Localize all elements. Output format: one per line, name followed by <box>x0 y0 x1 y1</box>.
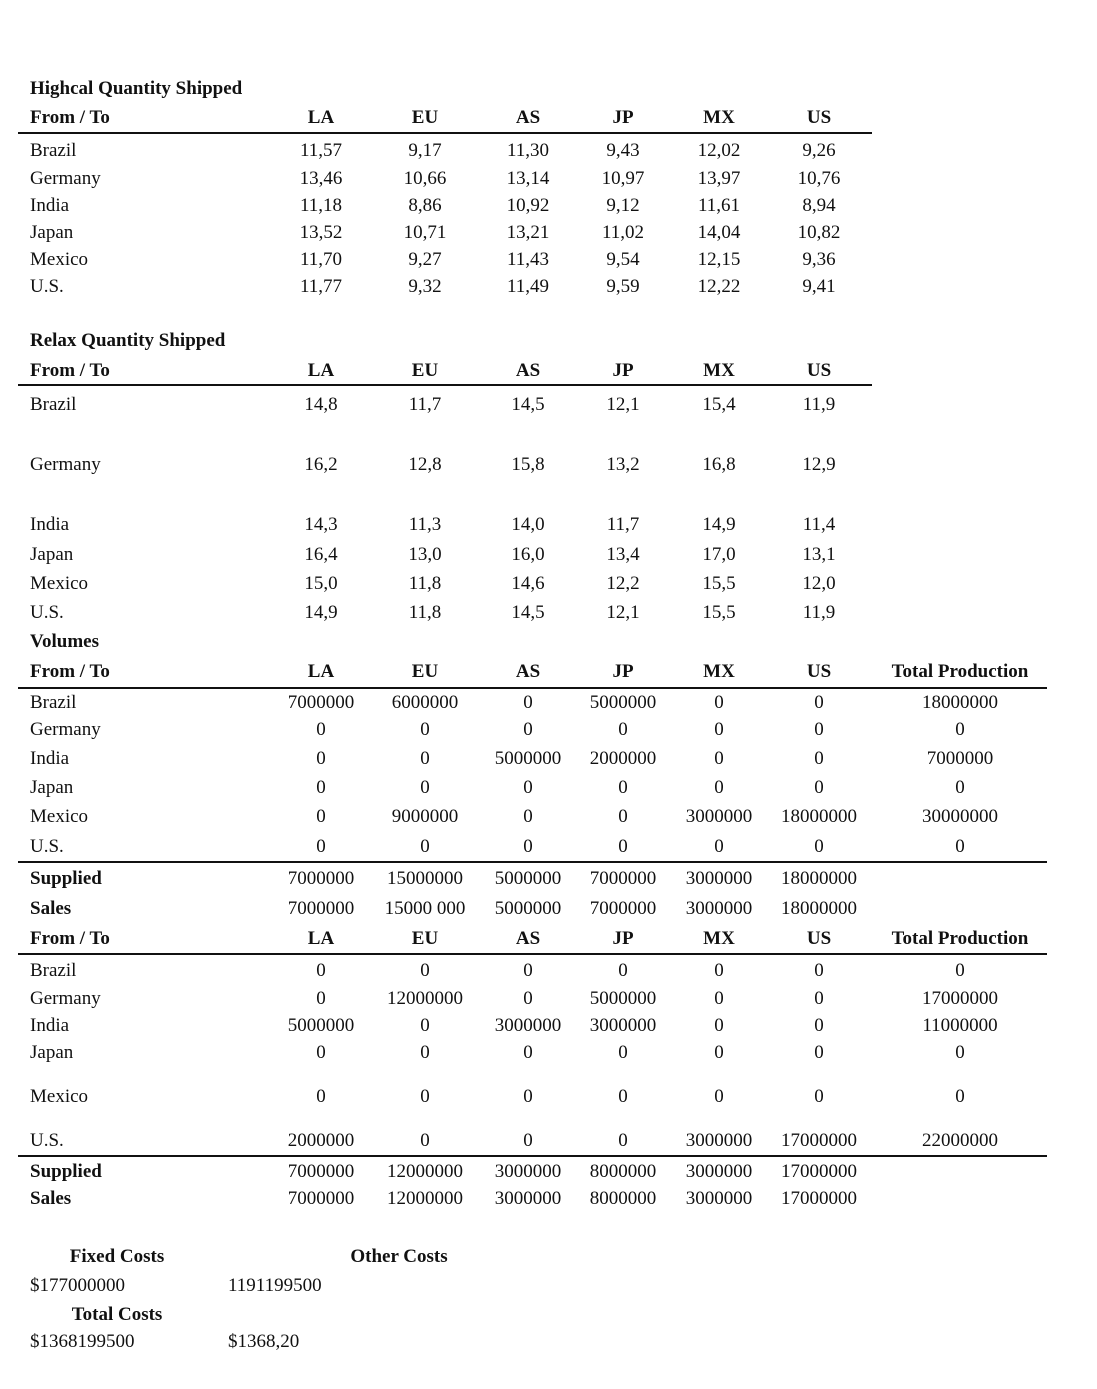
row-label: U.S. <box>30 276 64 297</box>
totals-cell: 15000000 <box>387 868 463 889</box>
table-cell: 17000000 <box>781 1130 857 1151</box>
table-cell: 15,5 <box>702 573 736 594</box>
table-cell: 11,8 <box>408 602 442 623</box>
fixed-costs-value: $177000000 <box>30 1275 125 1296</box>
table-cell: 0 <box>714 988 724 1009</box>
column-header-jp: JP <box>612 360 634 381</box>
totals-cell: 18000000 <box>781 898 857 919</box>
table-cell: 15,5 <box>702 602 736 623</box>
table-cell: 0 <box>420 719 430 740</box>
column-header-us: US <box>806 360 832 381</box>
table-cell: 0 <box>420 836 430 857</box>
table-cell: 14,6 <box>511 573 545 594</box>
table-cell: 13,0 <box>408 544 442 565</box>
table-cell: 0 <box>814 692 824 713</box>
column-header-as: AS <box>515 661 541 682</box>
table-cell: 5000000 <box>589 988 657 1009</box>
row-label: Japan <box>30 777 74 798</box>
totals-cell: 7000000 <box>287 1161 355 1182</box>
table-cell: 0 <box>316 777 326 798</box>
column-header-us: US <box>806 928 832 949</box>
row-label: India <box>30 195 70 216</box>
table-cell: 12,1 <box>606 394 640 415</box>
table-cell: 0 <box>714 1015 724 1036</box>
table-cell: 0 <box>316 748 326 769</box>
table-cell: 0 <box>420 1015 430 1036</box>
row-label: India <box>30 748 70 769</box>
row-label: India <box>30 1015 70 1036</box>
table-cell: 11,18 <box>299 195 343 216</box>
column-header-mx: MX <box>703 928 735 949</box>
table-cell: 9,27 <box>408 249 442 270</box>
totals-row-label: Sales <box>30 898 72 919</box>
volumes-header-rule <box>18 687 1047 689</box>
volumes-title: Volumes <box>30 631 99 652</box>
total-production-cell: 7000000 <box>926 748 994 769</box>
table-cell: 0 <box>420 1086 430 1107</box>
table-cell: 16,2 <box>304 454 338 475</box>
column-header-as: AS <box>515 360 541 381</box>
table-cell: 0 <box>420 1042 430 1063</box>
totals-cell: 5000000 <box>494 868 562 889</box>
table-cell: 11,43 <box>506 249 550 270</box>
from-to-header: From / To <box>30 107 110 128</box>
table-cell: 10,76 <box>797 168 841 189</box>
table-cell: 0 <box>814 1042 824 1063</box>
totals-cell: 7000000 <box>287 868 355 889</box>
table-cell: 17,0 <box>702 544 736 565</box>
column-header-mx: MX <box>703 661 735 682</box>
row-label: Mexico <box>30 1086 89 1107</box>
table-cell: 0 <box>523 719 533 740</box>
totals-cell: 7000000 <box>287 898 355 919</box>
table-cell: 2000000 <box>589 748 657 769</box>
column-header-eu: EU <box>411 661 439 682</box>
table-cell: 11,9 <box>802 602 836 623</box>
other-costs-value: 1191199500 <box>228 1275 322 1296</box>
table-cell: 12,02 <box>697 140 741 161</box>
table-cell: 12,2 <box>606 573 640 594</box>
table-cell: 11,7 <box>408 394 442 415</box>
totals-cell: 15000 000 <box>384 898 466 919</box>
totals-cell: 3000000 <box>685 1188 753 1209</box>
table-cell: 9,12 <box>606 195 640 216</box>
table-cell: 0 <box>316 719 326 740</box>
table-cell: 11,61 <box>697 195 741 216</box>
column-header-eu: EU <box>411 107 439 128</box>
table-cell: 12,1 <box>606 602 640 623</box>
table-cell: 0 <box>618 836 628 857</box>
row-label: India <box>30 514 70 535</box>
table-cell: 0 <box>316 960 326 981</box>
totals-row-label: Supplied <box>30 868 102 889</box>
table-cell: 8,94 <box>802 195 836 216</box>
relax-title: Relax Quantity Shipped <box>30 330 226 351</box>
table-cell: 11,30 <box>506 140 550 161</box>
column-header-la: LA <box>307 360 335 381</box>
table-cell: 0 <box>714 777 724 798</box>
table-cell: 12,15 <box>697 249 741 270</box>
total-production-cell: 0 <box>955 836 965 857</box>
table-cell: 13,1 <box>802 544 836 565</box>
table-cell: 0 <box>316 1042 326 1063</box>
column-header-eu: EU <box>411 360 439 381</box>
total-production-header: Total Production <box>891 661 1029 682</box>
table-cell: 0 <box>714 1086 724 1107</box>
totals-cell: 8000000 <box>589 1188 657 1209</box>
highcal-header-rule <box>18 132 872 134</box>
fixed-costs-label: Fixed Costs <box>69 1246 165 1267</box>
table-cell: 10,82 <box>797 222 841 243</box>
totals-cell: 3000000 <box>685 868 753 889</box>
table-cell: 15,0 <box>304 573 338 594</box>
totals-row-label: Supplied <box>30 1161 102 1182</box>
column-header-as: AS <box>515 107 541 128</box>
table-cell: 11,77 <box>299 276 343 297</box>
table-cell: 0 <box>814 836 824 857</box>
per-unit-cost-value: $1368,20 <box>228 1331 300 1352</box>
total-production-cell: 30000000 <box>922 806 998 827</box>
table-cell: 13,97 <box>697 168 741 189</box>
table-cell: 0 <box>316 988 326 1009</box>
table-cell: 0 <box>523 836 533 857</box>
total-production-cell: 18000000 <box>922 692 998 713</box>
table-cell: 0 <box>420 777 430 798</box>
row-label: Mexico <box>30 249 89 270</box>
table-cell: 0 <box>618 1086 628 1107</box>
column-header-jp: JP <box>612 107 634 128</box>
totals-cell: 7000000 <box>589 868 657 889</box>
row-label: Brazil <box>30 960 77 981</box>
totals-cell: 3000000 <box>494 1188 562 1209</box>
table-cell: 13,52 <box>299 222 343 243</box>
table-cell: 2000000 <box>287 1130 355 1151</box>
table-cell: 15,4 <box>702 394 736 415</box>
table-cell: 0 <box>523 692 533 713</box>
table-cell: 12,22 <box>697 276 741 297</box>
totals-cell: 3000000 <box>685 898 753 919</box>
table-cell: 14,04 <box>697 222 741 243</box>
row-label: Germany <box>30 168 101 189</box>
row-label: Germany <box>30 719 101 740</box>
table-cell: 10,71 <box>403 222 447 243</box>
from-to-header: From / To <box>30 360 110 381</box>
table-cell: 0 <box>316 806 326 827</box>
table-cell: 10,66 <box>403 168 447 189</box>
totals-cell: 3000000 <box>685 1161 753 1182</box>
table-cell: 7000000 <box>287 692 355 713</box>
row-label: U.S. <box>30 836 64 857</box>
column-header-mx: MX <box>703 360 735 381</box>
total-costs-label: Total Costs <box>71 1304 163 1325</box>
total-production-cell: 22000000 <box>922 1130 998 1151</box>
table-cell: 0 <box>523 1130 533 1151</box>
total-production-cell: 17000000 <box>922 988 998 1009</box>
totals-row-label: Sales <box>30 1188 72 1209</box>
table-cell: 14,9 <box>304 602 338 623</box>
table-cell: 14,0 <box>511 514 545 535</box>
table-cell: 0 <box>814 719 824 740</box>
totals-cell: 7000000 <box>287 1188 355 1209</box>
table-cell: 11,70 <box>299 249 343 270</box>
column-header-mx: MX <box>703 107 735 128</box>
table-cell: 0 <box>714 1042 724 1063</box>
totals-cell: 7000000 <box>589 898 657 919</box>
row-label: Germany <box>30 988 101 1009</box>
table-cell: 0 <box>523 1086 533 1107</box>
second-header-rule <box>18 953 1047 955</box>
relax-header-rule <box>18 384 872 386</box>
table-cell: 0 <box>814 1015 824 1036</box>
table-cell: 3000000 <box>494 1015 562 1036</box>
column-header-la: LA <box>307 661 335 682</box>
table-cell: 12,9 <box>802 454 836 475</box>
table-cell: 6000000 <box>391 692 459 713</box>
table-cell: 14,5 <box>511 602 545 623</box>
table-cell: 13,4 <box>606 544 640 565</box>
table-cell: 11,49 <box>506 276 550 297</box>
table-cell: 16,8 <box>702 454 736 475</box>
table-cell: 0 <box>523 988 533 1009</box>
table-cell: 0 <box>420 1130 430 1151</box>
table-cell: 0 <box>523 960 533 981</box>
row-label: Brazil <box>30 394 77 415</box>
table-cell: 0 <box>714 719 724 740</box>
total-production-header: Total Production <box>891 928 1029 949</box>
table-cell: 14,9 <box>702 514 736 535</box>
table-cell: 9,41 <box>802 276 836 297</box>
table-cell: 0 <box>618 777 628 798</box>
table-cell: 11,9 <box>802 394 836 415</box>
table-cell: 3000000 <box>685 806 753 827</box>
table-cell: 11,3 <box>408 514 442 535</box>
table-cell: 0 <box>523 777 533 798</box>
totals-cell: 12000000 <box>387 1188 463 1209</box>
table-cell: 11,4 <box>802 514 836 535</box>
totals-cell: 17000000 <box>781 1188 857 1209</box>
row-label: Germany <box>30 454 101 475</box>
table-cell: 0 <box>714 836 724 857</box>
total-production-cell: 0 <box>955 960 965 981</box>
total-production-cell: 0 <box>955 719 965 740</box>
totals-cell: 12000000 <box>387 1161 463 1182</box>
table-cell: 11,7 <box>606 514 640 535</box>
table-cell: 0 <box>523 1042 533 1063</box>
column-header-us: US <box>806 661 832 682</box>
table-cell: 0 <box>618 1130 628 1151</box>
table-cell: 9,43 <box>606 140 640 161</box>
column-header-la: LA <box>307 107 335 128</box>
table-cell: 0 <box>714 960 724 981</box>
table-cell: 0 <box>316 1086 326 1107</box>
column-header-eu: EU <box>411 928 439 949</box>
table-cell: 12,0 <box>802 573 836 594</box>
table-cell: 15,8 <box>511 454 545 475</box>
row-label: Japan <box>30 222 74 243</box>
table-cell: 3000000 <box>685 1130 753 1151</box>
table-cell: 0 <box>814 1086 824 1107</box>
table-cell: 0 <box>420 748 430 769</box>
table-cell: 0 <box>714 748 724 769</box>
row-label: Mexico <box>30 806 89 827</box>
table-cell: 16,4 <box>304 544 338 565</box>
table-cell: 0 <box>814 777 824 798</box>
table-cell: 0 <box>814 960 824 981</box>
table-cell: 8,86 <box>408 195 442 216</box>
table-cell: 13,14 <box>506 168 550 189</box>
table-cell: 0 <box>714 692 724 713</box>
table-cell: 0 <box>814 988 824 1009</box>
table-cell: 12000000 <box>387 988 463 1009</box>
totals-cell: 3000000 <box>494 1161 562 1182</box>
total-production-cell: 0 <box>955 1042 965 1063</box>
table-cell: 12,8 <box>408 454 442 475</box>
second-bottom-rule <box>18 1155 1047 1157</box>
row-label: Brazil <box>30 692 77 713</box>
table-cell: 13,21 <box>506 222 550 243</box>
table-cell: 0 <box>618 719 628 740</box>
totals-cell: 18000000 <box>781 868 857 889</box>
total-production-cell: 11000000 <box>922 1015 998 1036</box>
totals-cell: 17000000 <box>781 1161 857 1182</box>
table-cell: 11,8 <box>408 573 442 594</box>
table-cell: 0 <box>814 748 824 769</box>
row-label: Japan <box>30 544 74 565</box>
row-label: Brazil <box>30 140 77 161</box>
column-header-jp: JP <box>612 928 634 949</box>
table-cell: 0 <box>618 960 628 981</box>
volumes-bottom-rule <box>18 861 1047 863</box>
table-cell: 0 <box>618 1042 628 1063</box>
table-cell: 14,3 <box>304 514 338 535</box>
table-cell: 0 <box>420 960 430 981</box>
table-cell: 14,8 <box>304 394 338 415</box>
table-cell: 10,92 <box>506 195 550 216</box>
table-cell: 16,0 <box>511 544 545 565</box>
totals-cell: 8000000 <box>589 1161 657 1182</box>
table-cell: 5000000 <box>287 1015 355 1036</box>
table-cell: 13,46 <box>299 168 343 189</box>
other-costs-label: Other Costs <box>350 1246 448 1267</box>
table-cell: 9,54 <box>606 249 640 270</box>
from-to-header: From / To <box>30 661 110 682</box>
table-cell: 3000000 <box>589 1015 657 1036</box>
table-cell: 0 <box>618 806 628 827</box>
table-cell: 5000000 <box>494 748 562 769</box>
table-cell: 9,26 <box>802 140 836 161</box>
table-cell: 18000000 <box>781 806 857 827</box>
row-label: Japan <box>30 1042 74 1063</box>
column-header-us: US <box>806 107 832 128</box>
table-cell: 11,02 <box>601 222 645 243</box>
row-label: Mexico <box>30 573 89 594</box>
table-cell: 0 <box>316 836 326 857</box>
column-header-jp: JP <box>612 661 634 682</box>
column-header-la: LA <box>307 928 335 949</box>
total-production-cell: 0 <box>955 777 965 798</box>
table-cell: 9,36 <box>802 249 836 270</box>
row-label: U.S. <box>30 602 64 623</box>
totals-cell: 5000000 <box>494 898 562 919</box>
table-cell: 9,59 <box>606 276 640 297</box>
table-cell: 11,57 <box>299 140 343 161</box>
column-header-as: AS <box>515 928 541 949</box>
total-costs-value: $1368199500 <box>30 1331 135 1352</box>
table-cell: 10,97 <box>601 168 645 189</box>
row-label: U.S. <box>30 1130 64 1151</box>
table-cell: 13,2 <box>606 454 640 475</box>
total-production-cell: 0 <box>955 1086 965 1107</box>
table-cell: 9000000 <box>391 806 459 827</box>
highcal-title: Highcal Quantity Shipped <box>30 78 243 99</box>
table-cell: 9,32 <box>408 276 442 297</box>
table-cell: 0 <box>523 806 533 827</box>
table-cell: 14,5 <box>511 394 545 415</box>
table-cell: 9,17 <box>408 140 442 161</box>
from-to-header: From / To <box>30 928 110 949</box>
table-cell: 5000000 <box>589 692 657 713</box>
